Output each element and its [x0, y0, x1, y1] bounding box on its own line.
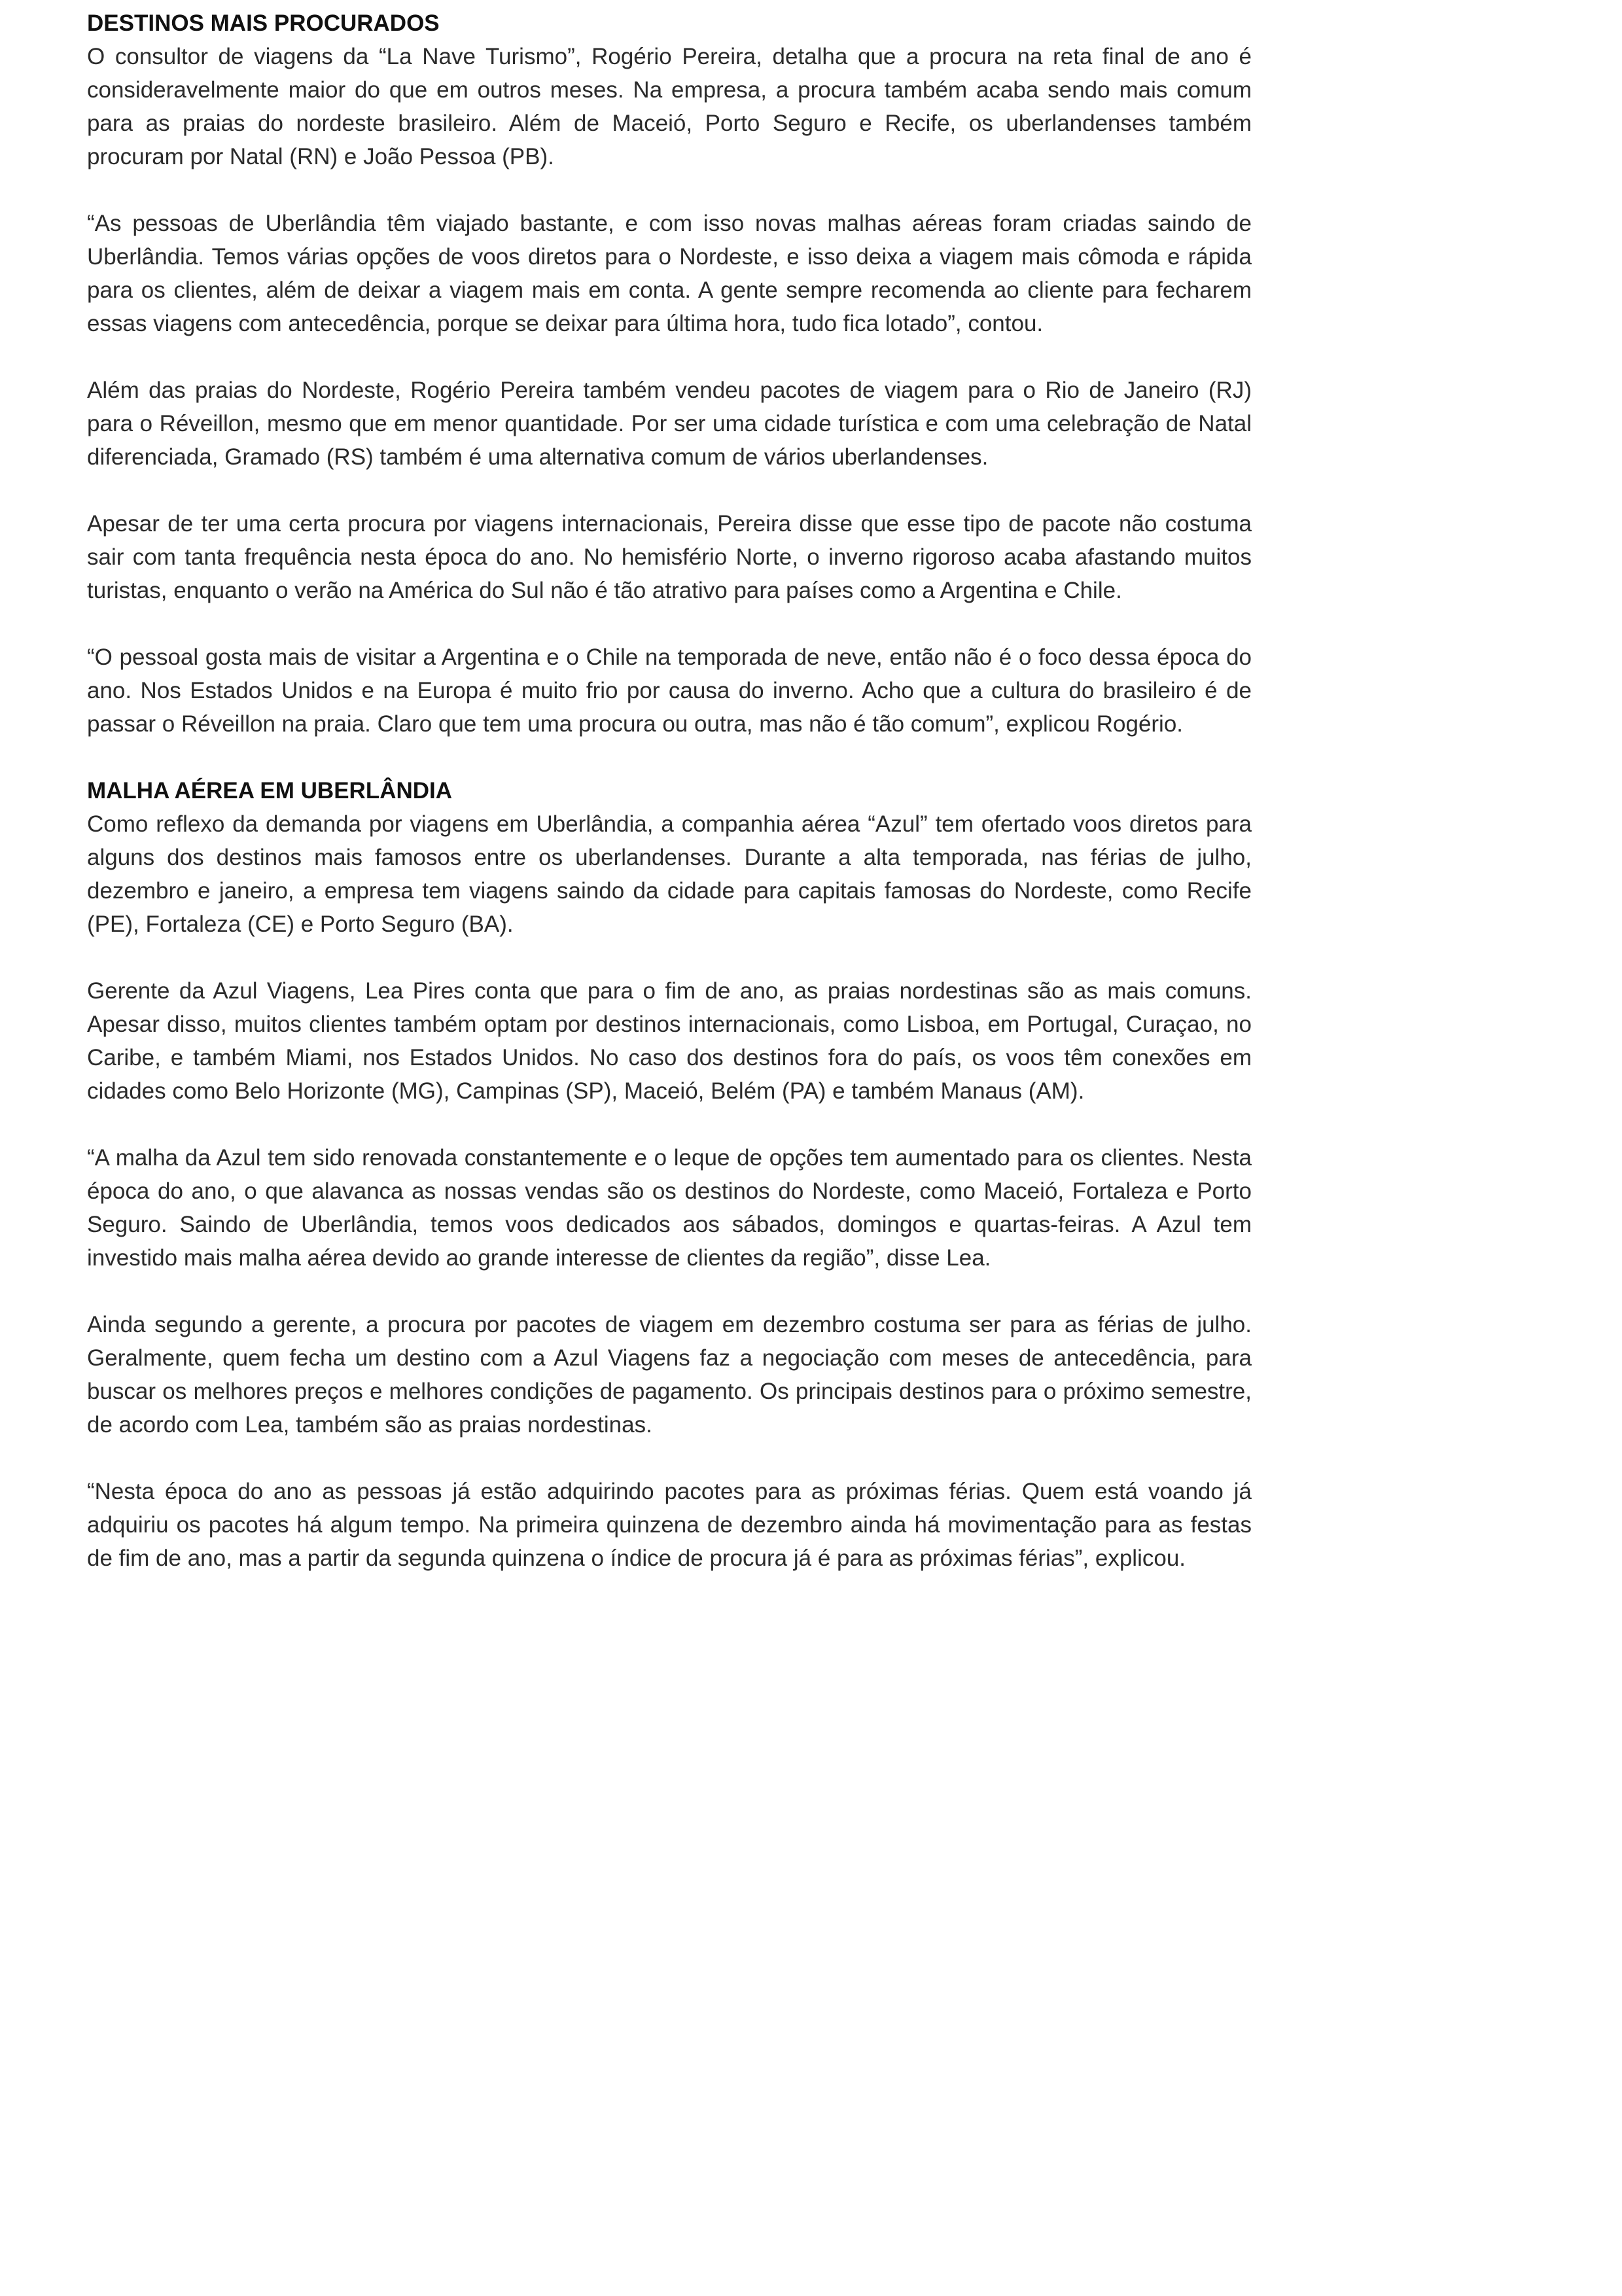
section-title: MALHA AÉREA EM UBERLÂNDIA	[87, 778, 453, 804]
paragraph: O consultor de viagens da “La Nave Turismo”, Rogério Pereira, detalha que a procura na reta final de ano é consideravelmente maior do que em outros meses. Na empresa, a procura também acaba sendo mais comum para as praias do nordeste brasileiro. Além de Maceió, Porto Seguro e Recife, os uberlandenses também procuram por Natal (RN) e João Pessoa (PB).	[87, 44, 1252, 169]
paragraph: “As pessoas de Uberlândia têm viajado bastante, e com isso novas malhas aéreas foram criadas saindo de Uberlândia. Temos várias opções de voos diretos para o Nordeste, e isso deixa a viagem mais cômoda e rápida para os clientes, além de deixar a viagem mais em conta. A gente sempre recomenda ao cliente para fecharem essas viagens com antecedência, porque se deixar para última hora, tudo fica lotado”, contou.	[87, 211, 1252, 336]
paragraph: “A malha da Azul tem sido renovada constantemente e o leque de opções tem aumentado para os clientes. Nesta época do ano, o que alavanca as nossas vendas são os destinos do Nordeste, como Maceió, Fortaleza e Porto Seguro. Saindo de Uberlândia, temos voos dedicados aos sábados, domingos e quartas-feiras. A Azul tem investido mais malha aérea devido ao grande interesse de clientes da região”, disse Lea.	[87, 1145, 1252, 1271]
section-title: DESTINOS MAIS PROCURADOS	[87, 10, 440, 36]
paragraph: Gerente da Azul Viagens, Lea Pires conta que para o fim de ano, as praias nordestinas são as mais comuns. Apesar disso, muitos clientes também optam por destinos internacionais, como Lisboa, em Portugal, Curaçao, no Caribe, e também Miami, nos Estados Unidos. No caso dos destinos fora do país, os voos têm conexões em cidades como Belo Horizonte (MG), Campinas (SP), Maceió, Belém (PA) e também Manaus (AM).	[87, 978, 1252, 1104]
document-page	[87, 7, 1252, 1608]
paragraph: Além das praias do Nordeste, Rogério Pereira também vendeu pacotes de viagem para o Rio de Janeiro (RJ) para o Réveillon, mesmo que em menor quantidade. Por ser uma cidade turística e com uma celebração de Natal diferenciada, Gramado (RS) também é uma alternativa comum de vários uberlandenses.	[87, 378, 1252, 470]
paragraph: Ainda segundo a gerente, a procura por pacotes de viagem em dezembro costuma ser para as férias de julho. Geralmente, quem fecha um destino com a Azul Viagens faz a negociação com meses de antecedência, para buscar os melhores preços e melhores condições de pagamento. Os principais destinos para o próximo semestre, de acordo com Lea, também são as praias nordestinas.	[87, 1312, 1252, 1438]
section-malha-aerea	[87, 774, 1252, 1575]
paragraph: Apesar de ter uma certa procura por viagens internacionais, Pereira disse que esse tipo de pacote não costuma sair com tanta frequência nesta época do ano. No hemisfério Norte, o inverno rigoroso acaba afastando muitos turistas, enquanto o verão na América do Sul não é tão atrativo para países como a Argentina e Chile.	[87, 511, 1252, 603]
paragraph: Como reflexo da demanda por viagens em Uberlândia, a companhia aérea “Azul” tem ofertado voos diretos para alguns dos destinos mais famosos entre os uberlandenses. Durante a alta temporada, nas férias de julho, dezembro e janeiro, a empresa tem viagens saindo da cidade para capitais famosas do Nordeste, como Recife (PE), Fortaleza (CE) e Porto Seguro (BA).	[87, 811, 1252, 937]
paragraph: “Nesta época do ano as pessoas já estão adquirindo pacotes para as próximas férias. Quem está voando já adquiriu os pacotes há algum tempo. Na primeira quinzena de dezembro ainda há movimentação para as festas de fim de ano, mas a partir da segunda quinzena o índice de procura já é para as próximas férias”, explicou.	[87, 1479, 1252, 1571]
paragraph: “O pessoal gosta mais de visitar a Argentina e o Chile na temporada de neve, então não é o foco dessa época do ano. Nos Estados Unidos e na Europa é muito frio por causa do inverno. Acho que a cultura do brasileiro é de passar o Réveillon na praia. Claro que tem uma procura ou outra, mas não é tão comum”, explicou Rogério.	[87, 645, 1252, 737]
section-destinos	[87, 7, 1252, 741]
